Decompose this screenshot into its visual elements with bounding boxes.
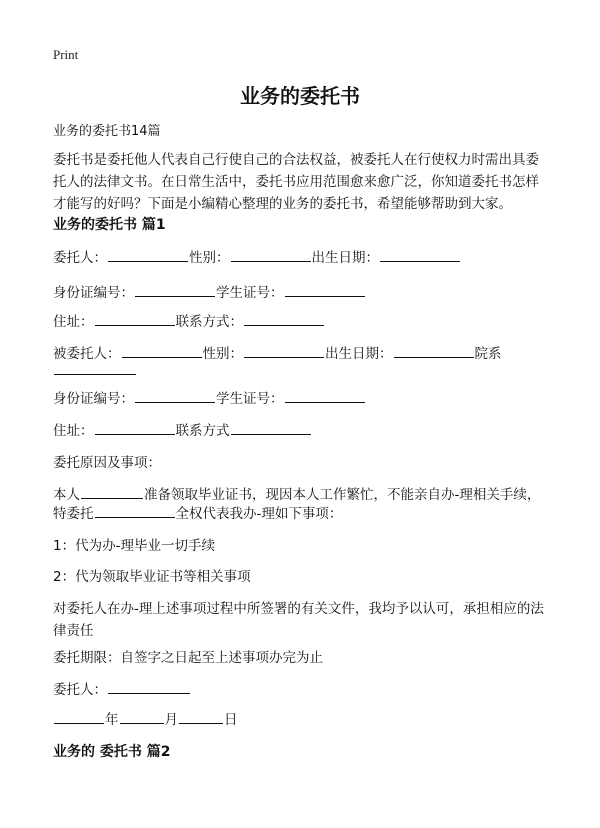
entrustee-contact-label: 联系方式 — [175, 423, 230, 439]
student-no-blank — [285, 282, 365, 297]
reason-text-b: 准备领取毕业证书，现因本人工作繁忙，不能亲自办-理相关手续， — [144, 487, 541, 503]
section-heading-1: 业务的委托书 篇1 — [53, 217, 166, 233]
entrustee-address-blank — [95, 420, 175, 435]
document-subtitle: 业务的委托书14篇 — [53, 124, 161, 139]
entrustee-id-label: 身份证编号： — [53, 391, 134, 407]
entrustee-gender-blank — [244, 343, 324, 358]
birth-blank — [380, 247, 460, 262]
reason-text-c: 特委托 — [53, 506, 94, 522]
dept-blank — [54, 360, 136, 375]
entrusted-name-blank — [95, 503, 175, 518]
signature-row — [53, 679, 553, 701]
address-label: 住址： — [53, 314, 94, 330]
gender-label: 性别： — [189, 250, 230, 266]
birth-label: 出生日期： — [311, 250, 379, 266]
contact-label: 联系方式： — [175, 314, 243, 330]
month-label: 月 — [164, 712, 178, 728]
form-row-id — [53, 282, 553, 304]
form-row-entrustor — [53, 247, 553, 269]
entrustee-id-blank — [135, 388, 215, 403]
reason-text-a: 本人 — [53, 487, 80, 503]
date-row — [53, 709, 553, 731]
address-blank — [95, 311, 175, 326]
entrustee-gender-label: 性别： — [202, 346, 243, 362]
print-link[interactable]: Print — [53, 47, 79, 62]
dept-row — [53, 360, 553, 382]
entrustee-address-label: 住址： — [53, 423, 94, 439]
period-line: 委托期限：自签字之日起至上述事项办完为止 — [53, 650, 323, 666]
section-heading-2: 业务的 委托书 篇2 — [53, 744, 171, 760]
reason-line-2 — [53, 503, 553, 525]
entrustor-blank — [108, 247, 188, 262]
year-label: 年 — [105, 712, 119, 728]
entrustee-student-no-blank — [285, 388, 365, 403]
student-no-label: 学生证号： — [216, 285, 284, 301]
form-row-entrustee-id — [53, 388, 553, 410]
signature-label: 委托人： — [53, 682, 107, 698]
acknowledgement-paragraph: 对委托人在办-理上述事项过程中所签署的有关文件，我均予以认可，承担相应的法律责任 — [53, 601, 544, 639]
item-1: 1：代为办-理毕业一切手续 — [53, 538, 215, 554]
id-blank — [135, 282, 215, 297]
entrustee-contact-blank — [231, 420, 311, 435]
entrustee-birth-label: 出生日期： — [325, 346, 393, 362]
name-blank — [81, 484, 143, 499]
entrustee-label: 被委托人： — [53, 346, 121, 362]
dept-label: 院系 — [474, 346, 502, 362]
signature-blank — [108, 679, 190, 694]
contact-blank — [244, 311, 324, 326]
item-2: 2：代为领取毕业证书等相关事项 — [53, 569, 251, 585]
entrustee-student-no-label: 学生证号： — [216, 391, 284, 407]
page-title: 业务的委托书 — [240, 84, 360, 108]
day-label: 日 — [224, 712, 238, 728]
reason-text-d: 全权代表我办-理如下事项： — [175, 506, 343, 522]
form-row-address — [53, 311, 553, 333]
reason-heading: 委托原因及事项： — [53, 455, 161, 471]
intro-paragraph: 委托书是委托他人代表自己行使自己的合法权益，被委托人在行使权力时需出具委托人的法律文书。在日常生活中，委托书应用范围愈来愈广泛，你知道委托书怎样才能写的好吗？下面是小编精心整理的业务的委托书，希望能够帮助到大家。 — [53, 152, 539, 212]
id-label: 身份证编号： — [53, 285, 134, 301]
month-blank — [120, 709, 164, 724]
form-row-entrustee-address — [53, 420, 553, 442]
entrustor-label: 委托人： — [53, 250, 107, 266]
gender-blank — [231, 247, 311, 262]
entrustee-birth-blank — [394, 343, 474, 358]
year-blank — [54, 709, 104, 724]
entrustee-blank — [122, 343, 202, 358]
day-blank — [179, 709, 223, 724]
